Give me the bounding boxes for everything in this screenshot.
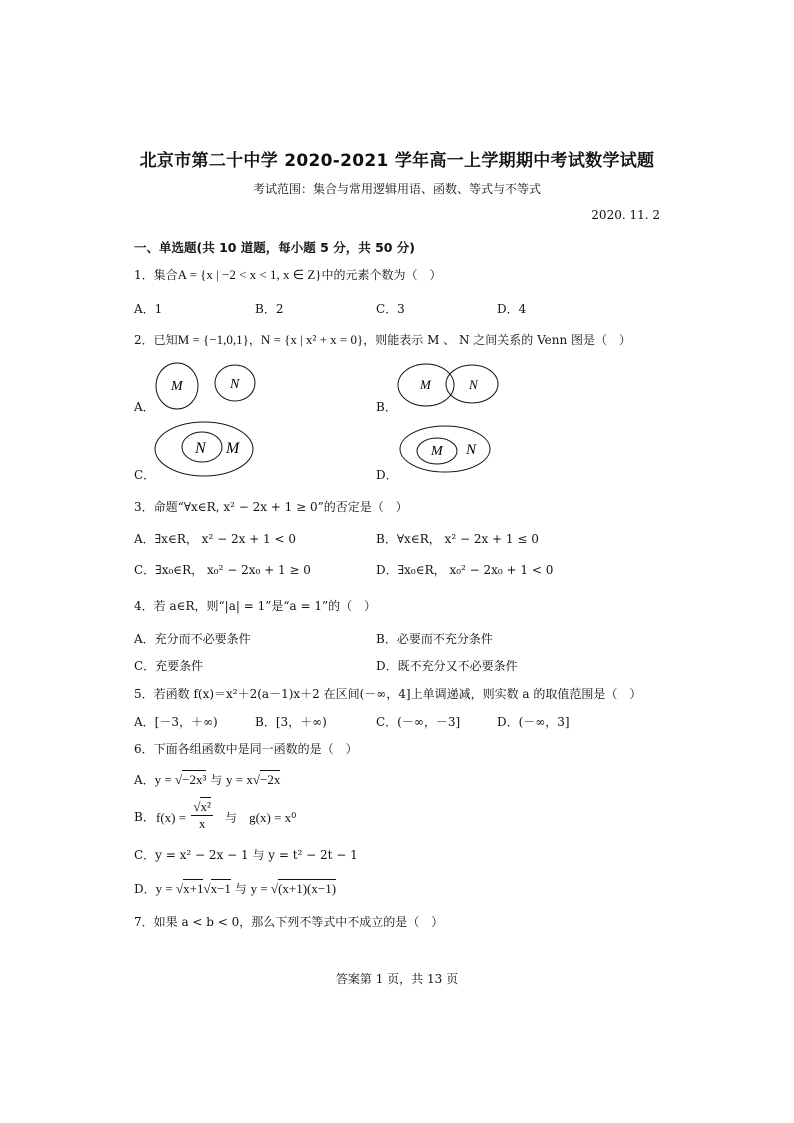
venn-label-n: N xyxy=(195,440,206,457)
q1-option-d[interactable]: D．4 xyxy=(497,302,527,316)
venn-label-m: M xyxy=(226,440,240,457)
option-label: A． xyxy=(134,773,155,787)
radicand: (x+1)(x−1) xyxy=(278,881,337,896)
q5-option-a[interactable]: A．[－3，＋∞) xyxy=(134,715,218,729)
q3-option-b[interactable]: B．∀x∈R， x² − 2x + 1 ≤ 0 xyxy=(376,532,539,546)
q1-option-c[interactable]: C．3 xyxy=(376,302,405,316)
option-text: 与 xyxy=(225,811,238,825)
option-text: 与 xyxy=(230,882,251,896)
venn-diagram-c xyxy=(152,420,260,478)
question-2 xyxy=(134,331,631,348)
question-3: 3．命题“∀x∈R, x² − 2x + 1 ≥ 0”的否定是（ ） xyxy=(134,500,408,514)
question-number: 1． xyxy=(134,268,154,282)
q6-option-a[interactable]: A．y = √−2x³ 与 y = x√−2x xyxy=(134,772,281,787)
math-expr: y = x xyxy=(226,772,253,787)
question-number: 2． xyxy=(134,333,154,347)
math-expr: f(x) = xyxy=(156,810,190,825)
question-text: 中的元素个数为（ ） xyxy=(321,268,442,282)
math-expr: y = xyxy=(250,881,271,896)
section-heading: 一、单选题(共 10 道题，每小题 5 分，共 50 分) xyxy=(134,240,416,255)
q4-option-d[interactable]: D．既不充分又不必要条件 xyxy=(376,659,518,673)
q6-option-b-expr xyxy=(156,799,296,832)
venn-label-n: N xyxy=(469,377,478,392)
question-text: ，则能表示 M 、 N 之间关系的 Venn 图是（ ） xyxy=(363,333,632,347)
q1-option-a[interactable]: A．1 xyxy=(134,302,163,316)
venn-diagram-b xyxy=(396,360,506,410)
question-4: 4．若 a∈R，则“|a| = 1”是“a = 1”的（ ） xyxy=(134,599,377,613)
math-expr: y = xyxy=(154,772,176,787)
option-label: D． xyxy=(134,882,156,896)
q6-option-b[interactable] xyxy=(134,808,155,825)
radicand: x−1 xyxy=(210,881,231,896)
fraction: $\frac{\text{√x²}}{x}$ xyxy=(193,799,211,831)
q3-option-c[interactable]: C．∃x₀∈R， x₀² − 2x₀ + 1 ≥ 0 xyxy=(134,563,311,577)
denominator: x xyxy=(198,816,206,831)
question-text: 已知 xyxy=(153,333,178,347)
math-set: A = {x | −2 < x < 1, x ∈ Z} xyxy=(177,267,322,282)
venn-diagram-a xyxy=(150,358,270,414)
radicand: x+1 xyxy=(183,881,204,896)
question-text: ， xyxy=(248,333,261,347)
venn-diagram-d xyxy=(396,424,496,474)
math-set: M = {−1,0,1} xyxy=(177,332,249,347)
venn-label-m: M xyxy=(420,377,431,392)
exam-date: 2020. 11. 2 xyxy=(591,208,660,222)
q2-option-a[interactable]: A． xyxy=(134,400,155,414)
question-7: 7．如果 a < b < 0，那么下列不等式中不成立的是（ ） xyxy=(134,915,444,929)
venn-label-n: N xyxy=(466,442,477,458)
q2-option-d[interactable]: D． xyxy=(376,468,398,482)
option-label: B． xyxy=(134,810,155,824)
exam-scope: 考试范围：集合与常用逻辑用语、函数、等式与不等式 xyxy=(252,182,541,196)
question-6: 6．下面各组函数中是同一函数的是（ ） xyxy=(134,742,358,756)
question-1 xyxy=(134,266,442,283)
venn-label-m: M xyxy=(171,379,183,394)
q2-option-c[interactable]: C． xyxy=(134,468,156,482)
q2-option-b[interactable]: B． xyxy=(376,400,397,414)
q1-option-b[interactable]: B．2 xyxy=(255,302,284,316)
q6-option-c[interactable]: C．y = x² − 2x − 1 与 y = t² − 2t − 1 xyxy=(134,848,358,862)
question-text: 集合 xyxy=(153,268,178,282)
page-title: 北京市第二十中学 2020-2021 学年高一上学期期中考试数学试题 xyxy=(139,151,655,171)
radicand: −2x³ xyxy=(182,772,207,787)
q3-option-d[interactable]: D．∃x₀∈R， x₀² − 2x₀ + 1 < 0 xyxy=(376,563,554,577)
q5-option-d[interactable]: D．(－∞，3] xyxy=(497,715,570,729)
math-expr: g(x) = x⁰ xyxy=(249,810,297,825)
radicand: −2x xyxy=(260,772,281,787)
question-5: 5．若函数 f(x)＝x²＋2(a－1)x＋2 在区间(－∞，4]上单调递减，则实数 a 的取值范围是（ ） xyxy=(134,687,642,701)
option-text: 与 xyxy=(206,773,227,787)
math-expr: y = xyxy=(155,881,176,896)
venn-label-m: M xyxy=(431,444,443,459)
q3-option-a[interactable]: A．∃x∈R， x² − 2x + 1 < 0 xyxy=(134,532,296,546)
q6-option-d[interactable]: D．y = √x+1√x−1 与 y = √(x+1)(x−1) xyxy=(134,881,337,896)
venn-label-n: N xyxy=(230,377,240,392)
radicand: x² xyxy=(200,799,211,814)
venn-outer-n xyxy=(400,426,490,472)
page-footer: 答案第 1 页，共 13 页 xyxy=(335,972,459,986)
q4-option-b[interactable]: B．必要而不充分条件 xyxy=(376,632,493,646)
q5-option-c[interactable]: C．(－∞，－3] xyxy=(376,715,461,729)
math-set: N = {x | x² + x = 0} xyxy=(260,332,364,347)
q4-option-a[interactable]: A．充分而不必要条件 xyxy=(134,632,251,646)
q5-option-b[interactable]: B．[3，＋∞) xyxy=(255,715,327,729)
q4-option-c[interactable]: C．充要条件 xyxy=(134,659,204,673)
